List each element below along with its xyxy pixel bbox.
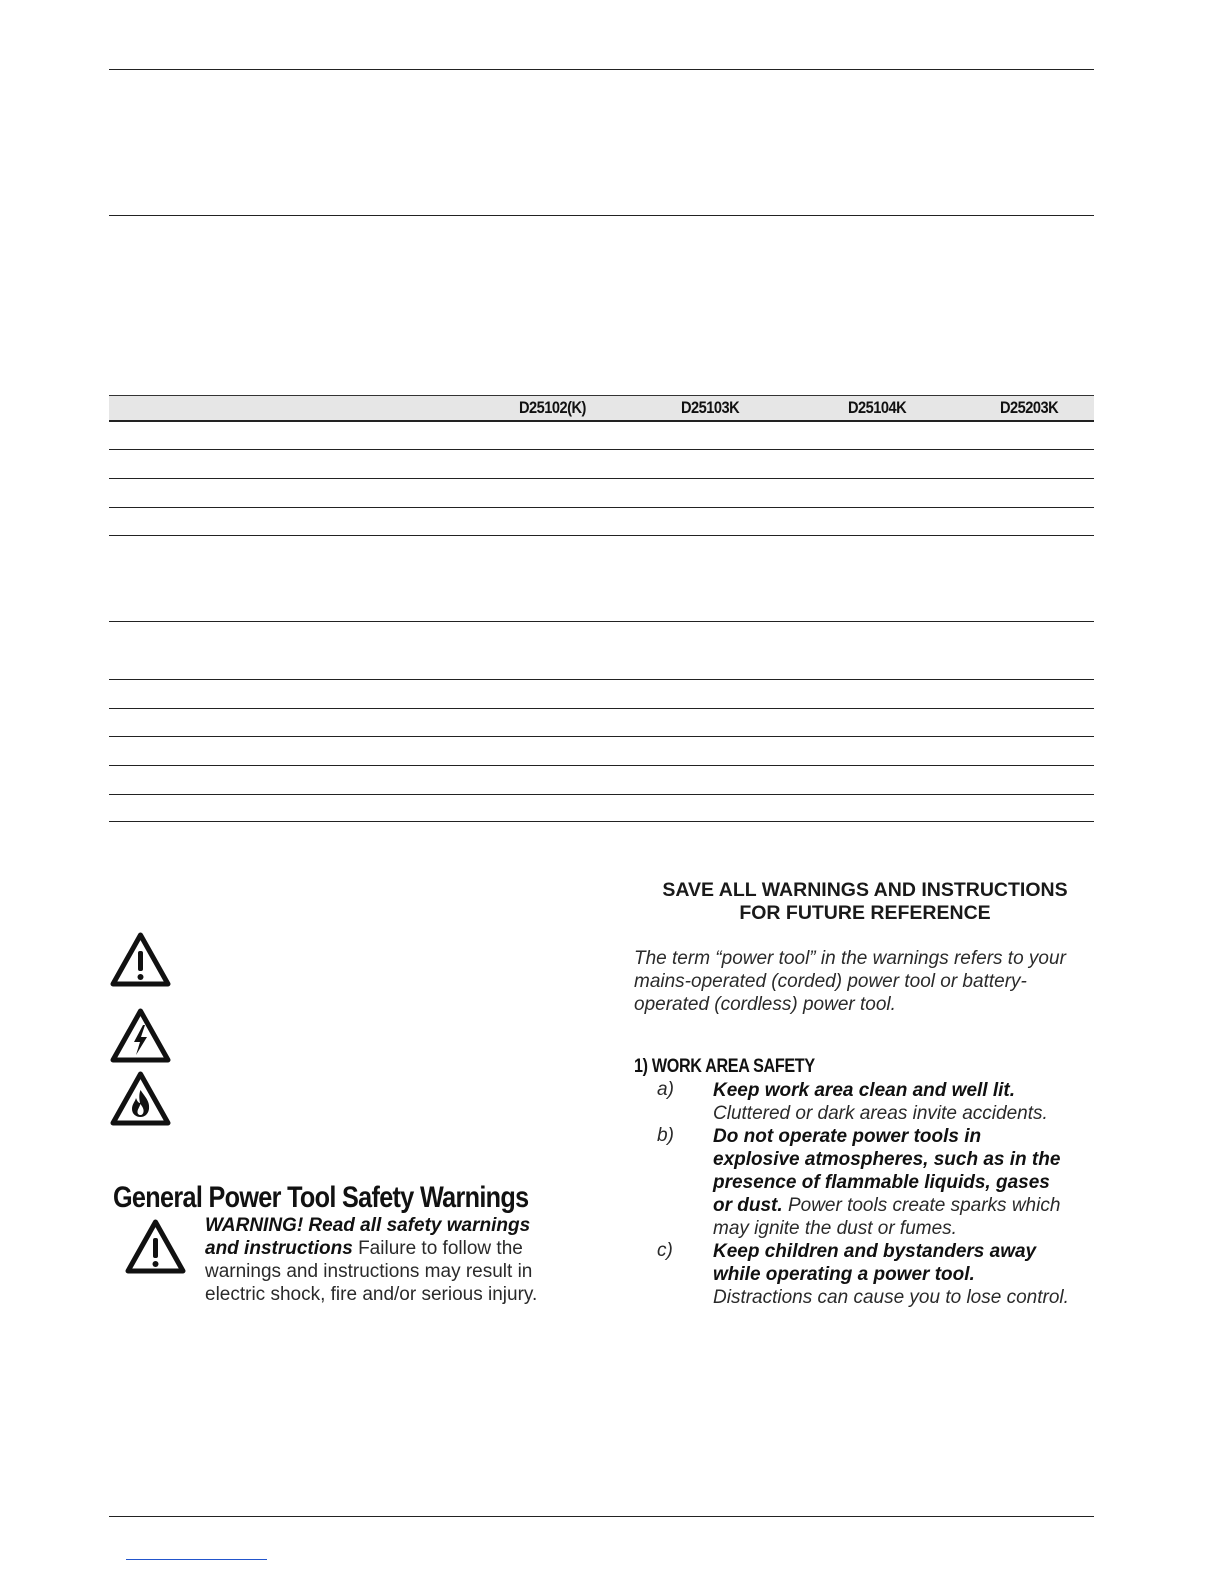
list-item: Do not operate power tools in explosive atmospheres, such as in the presence of flammable liquids, gases or dust. Power tools create sparks which may ignite the dust or fumes. (713, 1126, 1061, 1239)
table-row-rule (109, 708, 1094, 709)
fire-warning-icon (109, 1070, 172, 1127)
list-item-letter: b) (657, 1125, 674, 1146)
general-warnings-line: WARNING! Read all safety warnings (205, 1215, 531, 1236)
general-warnings-line: and instructions Failure to follow the (205, 1238, 523, 1259)
list-item: Keep work area clean and well lit. Cluttered or dark areas invite accidents. (713, 1080, 1048, 1124)
table-row-rule (109, 535, 1094, 536)
table-bottom-rule (109, 821, 1094, 822)
list-item-letter: c) (657, 1240, 673, 1261)
general-warnings-line: warnings and instructions may result in (205, 1261, 533, 1282)
table-row-rule (109, 794, 1094, 795)
save-instructions-heading: SAVE ALL WARNINGS AND INSTRUCTIONS FOR FUTURE REFERENCE (662, 879, 1068, 924)
electric-shock-warning-icon (109, 1007, 172, 1064)
column-head-d25103k: D25103K (681, 398, 740, 417)
column-head-d25203k: D25203K (1000, 398, 1059, 417)
general-warnings-title: General Power Tool Safety Warnings (113, 1181, 529, 1214)
table-row-rule (109, 449, 1094, 450)
table-row-rule (109, 478, 1094, 479)
table-row-rule (109, 679, 1094, 680)
general-warnings-text (205, 1214, 585, 1306)
top-rule (109, 69, 1094, 70)
footer-link-underline[interactable] (126, 1559, 267, 1560)
column-head-d25104k: D25104K (848, 398, 907, 417)
list-item-letter: a) (657, 1079, 674, 1100)
warning-triangle-icon (124, 1218, 187, 1275)
column-head-d25102k: D25102(K) (519, 398, 586, 417)
general-warnings-line: electric shock, fire and/or serious injury. (205, 1284, 538, 1305)
table-row-rule (109, 736, 1094, 737)
table-row-rule (109, 621, 1094, 622)
table-row-rule (109, 765, 1094, 766)
spec-table-header (109, 395, 1094, 422)
work-area-safety-heading: 1) WORK AREA SAFETY (634, 1056, 815, 1077)
warning-triangle-icon (109, 931, 172, 988)
table-row-rule (109, 507, 1094, 508)
list-item: Keep children and bystanders away while operating a power tool. Distractions can cause you to lose control. (713, 1241, 1069, 1308)
header-rule (109, 215, 1094, 216)
footer-rule (109, 1516, 1094, 1517)
power-tool-term-note: The term “power tool” in the warnings refers to your mains-operated (corded) power tool or battery- operated (cordless) power tool. (634, 948, 1066, 1015)
